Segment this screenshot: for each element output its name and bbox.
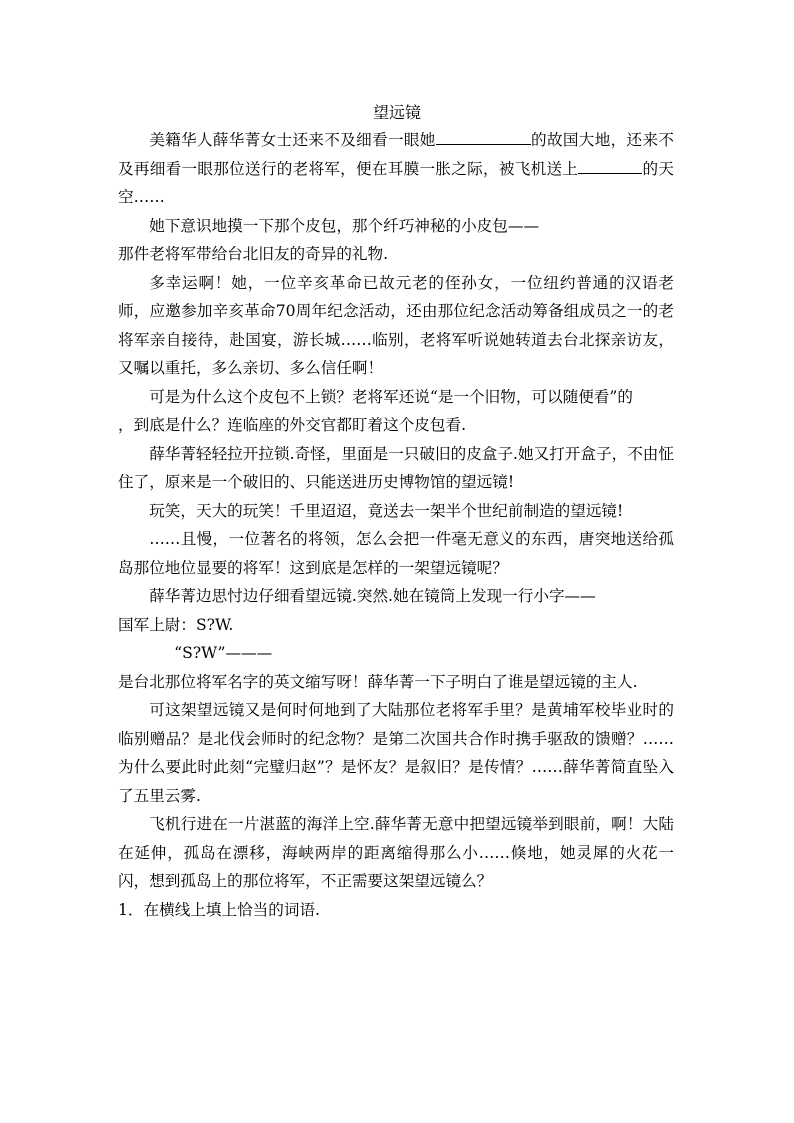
paragraph-2b: 那件老将军带给台北旧友的奇异的礼物. — [118, 245, 389, 263]
paragraph-4a: 可是为什么这个皮包不上锁？老将军还说“是一个旧物，可以随便看”的 — [149, 387, 633, 406]
paragraph-9a: “S?W”——— — [174, 644, 273, 662]
paragraph-3: 多幸运啊！她，一位辛亥革命已故元老的侄孙女，一位纽约普通的汉语老师，应邀参加辛亥革命70周年纪念活动，还由那位纪念活动筹备组成员之一的老将军亲自接待，赴国宴，游长城……临别，老将军听说她转道去台北探亲访友，又嘱以重托，多么亲切、多么信任啊！ — [118, 273, 674, 377]
article-body — [118, 126, 674, 924]
paragraph-11: 飞机行进在一片湛蓝的海洋上空.薛华菁无意中把望远镜举到眼前，啊！大陆在延伸，孤岛在漂移，海峡两岸的距离缩得那么小……倏地，她灵犀的火花一闪，想到孤岛上的那位将军，不正需要这架望远镜么？ — [118, 815, 674, 890]
paragraph-7: ……且慢，一位著名的将领，怎么会把一件毫无意义的东西，唐突地送给孤岛那位地位显要的将军！这到底是怎样的一架望远镜呢？ — [118, 530, 674, 577]
paragraph-4b: ，到底是什么？连临座的外交官都盯着这个皮包看. — [118, 416, 467, 434]
paragraph-8b: 国军上尉：S?W. — [118, 615, 234, 634]
fill-blank-1[interactable] — [436, 128, 531, 145]
document-title: 望远镜 — [372, 103, 421, 122]
paragraph-2a: 她下意识地摸一下那个皮包，那个纤巧神秘的小皮包—— — [149, 216, 540, 235]
paragraph-1 — [118, 126, 674, 212]
paragraph-9b: 是台北那位将军名字的英文缩写呀！薛华菁一下子明白了谁是望远镜的主人. — [118, 672, 638, 691]
paragraph-5: 薛华菁轻轻拉开拉锁.奇怪，里面是一只破旧的皮盒子.她又打开盒子，不由怔住了，原来是一个破旧的、只能送进历史博物馆的望远镜! — [118, 444, 674, 491]
paragraph-6: 玩笑，天大的玩笑！千里迢迢，竟送去一架半个世纪前制造的望远镜! — [149, 501, 624, 520]
paragraph-8a: 薛华菁边思忖边仔细看望远镜.突然.她在镜筒上发现一行小字—— — [149, 587, 596, 605]
paragraph-10: 可这架望远镜又是何时何地到了大陆那位老将军手里？是黄埔军校毕业时的临别赠品？是北伐会师时的纪念物？是第二次国共合作时携手驱敌的馈赠？……为什么要此时此刻“完璧归赵”？是怀友？是叙旧？是传情？……薛华菁简直坠入了五里云雾. — [118, 701, 674, 805]
paragraph-1-part-a: 美籍华人薛华菁女士还来不及细看一眼她 — [149, 131, 436, 149]
question-1: 1．在横线上填上恰当的词语. — [118, 900, 321, 919]
paragraph-1-part-c: 的天空…… — [118, 159, 674, 206]
paragraph-1-part-b: 的故国大地，还来不及再细看一眼那位送行的老将军，便在耳膜一胀之际，被飞机送上 — [118, 131, 674, 178]
fill-blank-2[interactable] — [578, 156, 642, 173]
